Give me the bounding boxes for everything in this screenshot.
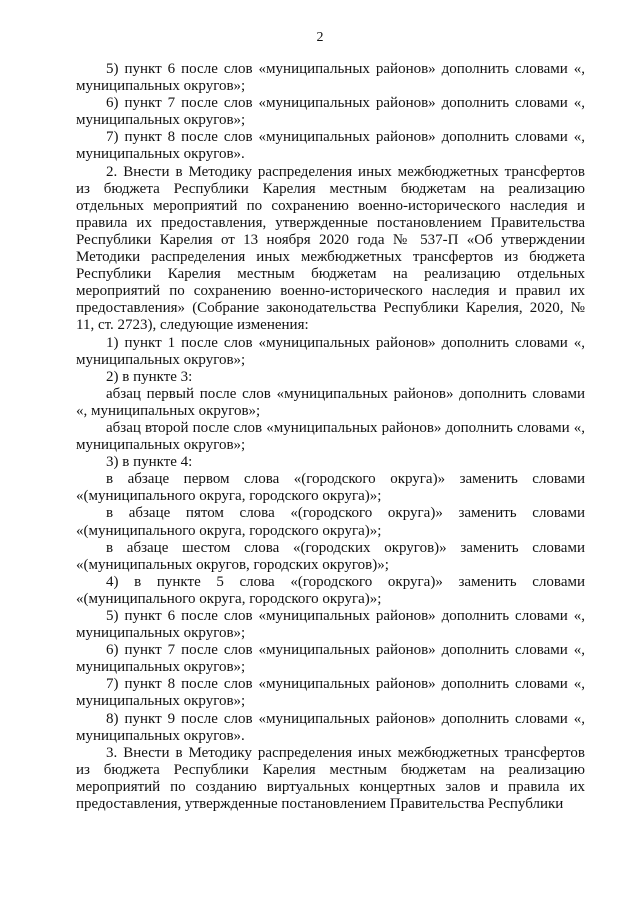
paragraph-item-3: 3) в пункте 4: (106, 454, 193, 471)
section-2-paragraph: 2. Внести в Методику распределения иных межбюджетных трансфертов из бюджета Республики Карелия местным бюджетам на реализацию отдельных мероприятий по сохранению военно-исторического наследия и правила их предоставления, утвержденные постановлением Правительства Республики Карелия от 13 ноября 2020 года № 537-П «Об утверждении Методики распределения иных межбюджетных трансфертов из бюджета Республики Карелия местным бюджетам на реализацию отдельных мероприятий по сохранению военно-исторического наследия и правил их предоставления» (Собрание законодательства Республики Карелия, 2020, № 11, ст. 2723), следующие изменения: (76, 163, 585, 334)
paragraph-item-4: 4) в пункте 5 слова «(городского округа)» заменить словами «(муниципального округа, городского округа)»; (76, 573, 585, 607)
paragraph-item-7b: 7) пункт 8 после слов «муниципальных районов» дополнить словами «, муниципальных округов»; (76, 676, 585, 710)
document-body (76, 61, 585, 813)
paragraph-item-1: 1) пункт 1 после слов «муниципальных районов» дополнить словами «, муниципальных округов»; (76, 334, 585, 368)
paragraph-subitem-first-replace: в абзаце первом слова «(городского округа)» заменить словами «(муниципального округа, городского округа)»; (76, 471, 585, 505)
paragraph-subitem-first: абзац первый после слов «муниципальных районов» дополнить словами «, муниципальных округов»; (76, 385, 585, 419)
paragraph-subitem-sixth-replace: в абзаце шестом слова «(городских округов)» заменить словами «(муниципальных округов, городских округов)»; (76, 539, 585, 573)
page-number: 2 (316, 30, 324, 45)
paragraph-subitem-second: абзац второй после слов «муниципальных районов» дополнить словами «, муниципальных округов»; (76, 419, 585, 454)
paragraph-item-8: 8) пункт 9 после слов «муниципальных районов» дополнить словами «, муниципальных округов». (76, 710, 585, 744)
section-3-paragraph: 3. Внести в Методику распределения иных межбюджетных трансфертов из бюджета Республики Карелия местным бюджетам на реализацию мероприятий по созданию виртуальных концертных залов и правила их предоставления, утвержденные постановлением Правительства Республики (76, 744, 585, 813)
paragraph-item-5b: 5) пункт 6 после слов «муниципальных районов» дополнить словами «, муниципальных округов»; (76, 608, 585, 642)
paragraph-item-5: 5) пункт 6 после слов «муниципальных районов» дополнить словами «, муниципальных округов»; (76, 61, 585, 95)
paragraph-item-7: 7) пункт 8 после слов «муниципальных районов» дополнить словами «, муниципальных округов». (76, 129, 585, 163)
paragraph-item-2: 2) в пункте 3: (106, 368, 193, 385)
paragraph-item-6b: 6) пункт 7 после слов «муниципальных районов» дополнить словами «, муниципальных округов»; (76, 642, 585, 676)
paragraph-subitem-fifth-replace: в абзаце пятом слова «(городского округа)» заменить словами «(муниципального округа, городского округа)»; (76, 505, 585, 539)
paragraph-item-6: 6) пункт 7 после слов «муниципальных районов» дополнить словами «, муниципальных округов»; (76, 95, 585, 129)
